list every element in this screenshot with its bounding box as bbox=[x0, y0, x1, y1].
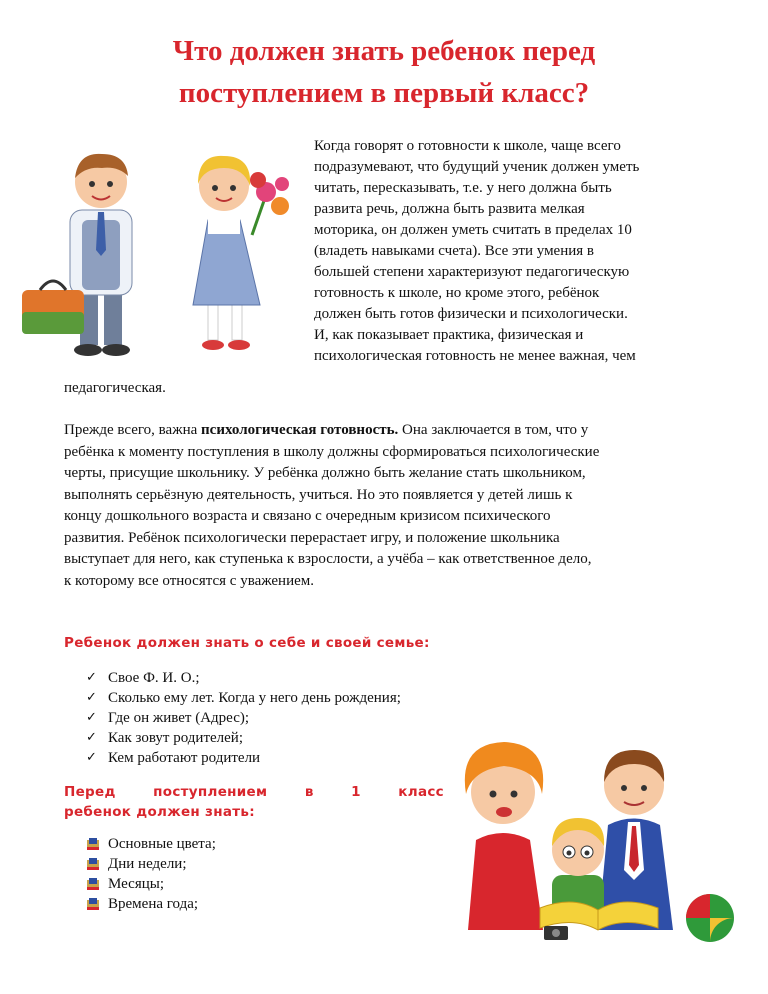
heading-word: класс bbox=[398, 784, 444, 800]
paragraph-bold-term: психологическая готовность. bbox=[201, 422, 399, 438]
check-icon: ✓ bbox=[86, 730, 97, 745]
paragraph-line: развития. Ребёнок психологически перерастает игру, и положение школьника bbox=[64, 529, 560, 546]
paragraph-line bbox=[64, 420, 714, 442]
intro-line: моторика, он должен уметь считать в пределах 10 bbox=[314, 222, 632, 238]
intro-tail: педагогическая. bbox=[64, 380, 166, 396]
intro-text bbox=[314, 136, 734, 367]
book-bullet-icon bbox=[86, 898, 108, 911]
check-icon: ✓ bbox=[86, 670, 97, 685]
flower-bouquet bbox=[250, 172, 289, 235]
list-item bbox=[86, 688, 401, 708]
book-bullet-icon bbox=[86, 858, 108, 871]
list-item bbox=[86, 874, 216, 894]
paragraph-line1-rest: Она заключается в том, что у bbox=[398, 422, 589, 438]
list-item-text: Основные цвета; bbox=[108, 836, 216, 852]
heading-line-1 bbox=[64, 782, 444, 802]
page-title bbox=[40, 30, 728, 114]
check-icon: ✓ bbox=[86, 710, 97, 725]
child-figure bbox=[552, 818, 604, 915]
self-family-list bbox=[86, 668, 401, 768]
intro-line: должен быть готов физически и психологически. bbox=[314, 306, 628, 322]
paragraph-line: ребёнка к моменту поступления в школу должны сформироваться психологические bbox=[64, 443, 600, 460]
knowledge-list bbox=[86, 834, 216, 914]
check-icon: ✓ bbox=[86, 750, 97, 765]
list-item-text: Месяцы; bbox=[108, 876, 165, 892]
paragraph-line: черты, присущие школьнику. У ребёнка должно быть желание стать школьником, bbox=[64, 465, 586, 481]
list-item bbox=[86, 748, 401, 768]
list-item-text: Свое Ф. И. О.; bbox=[108, 670, 200, 686]
list-item bbox=[86, 668, 401, 688]
title-line-1: Что должен знать ребенок перед bbox=[172, 35, 596, 67]
school-children-illustration bbox=[18, 140, 298, 370]
toy-camera bbox=[544, 926, 568, 940]
paragraph-lead: Прежде всего, важна bbox=[64, 422, 202, 438]
list-item-text: Времена года; bbox=[108, 896, 199, 912]
list-item-text: Дни недели; bbox=[108, 856, 187, 872]
heading-word: 1 bbox=[351, 784, 361, 800]
psychological-readiness-paragraph bbox=[64, 420, 714, 592]
list-item-text: Где он живет (Адрес); bbox=[108, 710, 250, 726]
list-item bbox=[86, 834, 216, 854]
title-line-2: поступлением в первый класс? bbox=[178, 77, 590, 109]
paragraph-line: выступает для него, как ступенька к взрослости, а учёба – как ответственное дело, bbox=[64, 551, 592, 567]
intro-line: И, как показывает практика, физическая и bbox=[314, 327, 584, 343]
toy-ball bbox=[686, 894, 734, 942]
check-icon: ✓ bbox=[86, 690, 97, 705]
girl-figure bbox=[193, 156, 260, 350]
book-bullet-icon bbox=[86, 878, 108, 891]
intro-line: читать, пересказывать, т.е. у него должна быть bbox=[314, 180, 612, 196]
list-item bbox=[86, 894, 216, 914]
intro-line: большей степени характеризуют педагогическую bbox=[314, 264, 630, 280]
heading-word: поступлением bbox=[153, 784, 268, 800]
book-bullet-icon bbox=[86, 838, 108, 851]
family-reading-illustration bbox=[448, 730, 738, 945]
intro-line: (владеть навыками счета). Все эти умения в bbox=[314, 243, 595, 259]
intro-line: подразумевают, что будущий ученик должен уметь bbox=[314, 159, 640, 175]
paragraph-line: выполнять серьёзную деятельность, учиться. Но это появляется у детей лишь к bbox=[64, 486, 573, 503]
mother-figure bbox=[465, 742, 543, 930]
section-heading-self-family: Ребенок должен знать о себе и своей семье: bbox=[64, 635, 430, 651]
heading-line-2: ребенок должен знать: bbox=[64, 804, 255, 820]
list-item-text: Кем работают родители bbox=[108, 750, 261, 766]
list-item bbox=[86, 728, 401, 748]
intro-line: развита речь, должна быть развита мелкая bbox=[314, 201, 585, 217]
paragraph-line: концу дошкольного возраста и связано с очередным кризисом психического bbox=[64, 508, 551, 524]
section-heading-before-school bbox=[64, 782, 444, 822]
list-item-text: Как зовут родителей; bbox=[108, 730, 243, 746]
list-item bbox=[86, 708, 401, 728]
intro-line: готовность к школе, но кроме этого, ребёнок bbox=[314, 285, 600, 301]
intro-line: Когда говорят о готовности к школе, чаще всего bbox=[314, 138, 621, 154]
intro-line: психологическая готовность не менее важная, чем bbox=[314, 348, 636, 364]
heading-word: в bbox=[304, 784, 314, 800]
heading-word: Перед bbox=[64, 784, 116, 800]
paragraph-line: к которому все относятся с уважением. bbox=[64, 572, 315, 589]
list-item bbox=[86, 854, 216, 874]
list-item-text: Сколько ему лет. Когда у него день рождения; bbox=[108, 690, 401, 706]
